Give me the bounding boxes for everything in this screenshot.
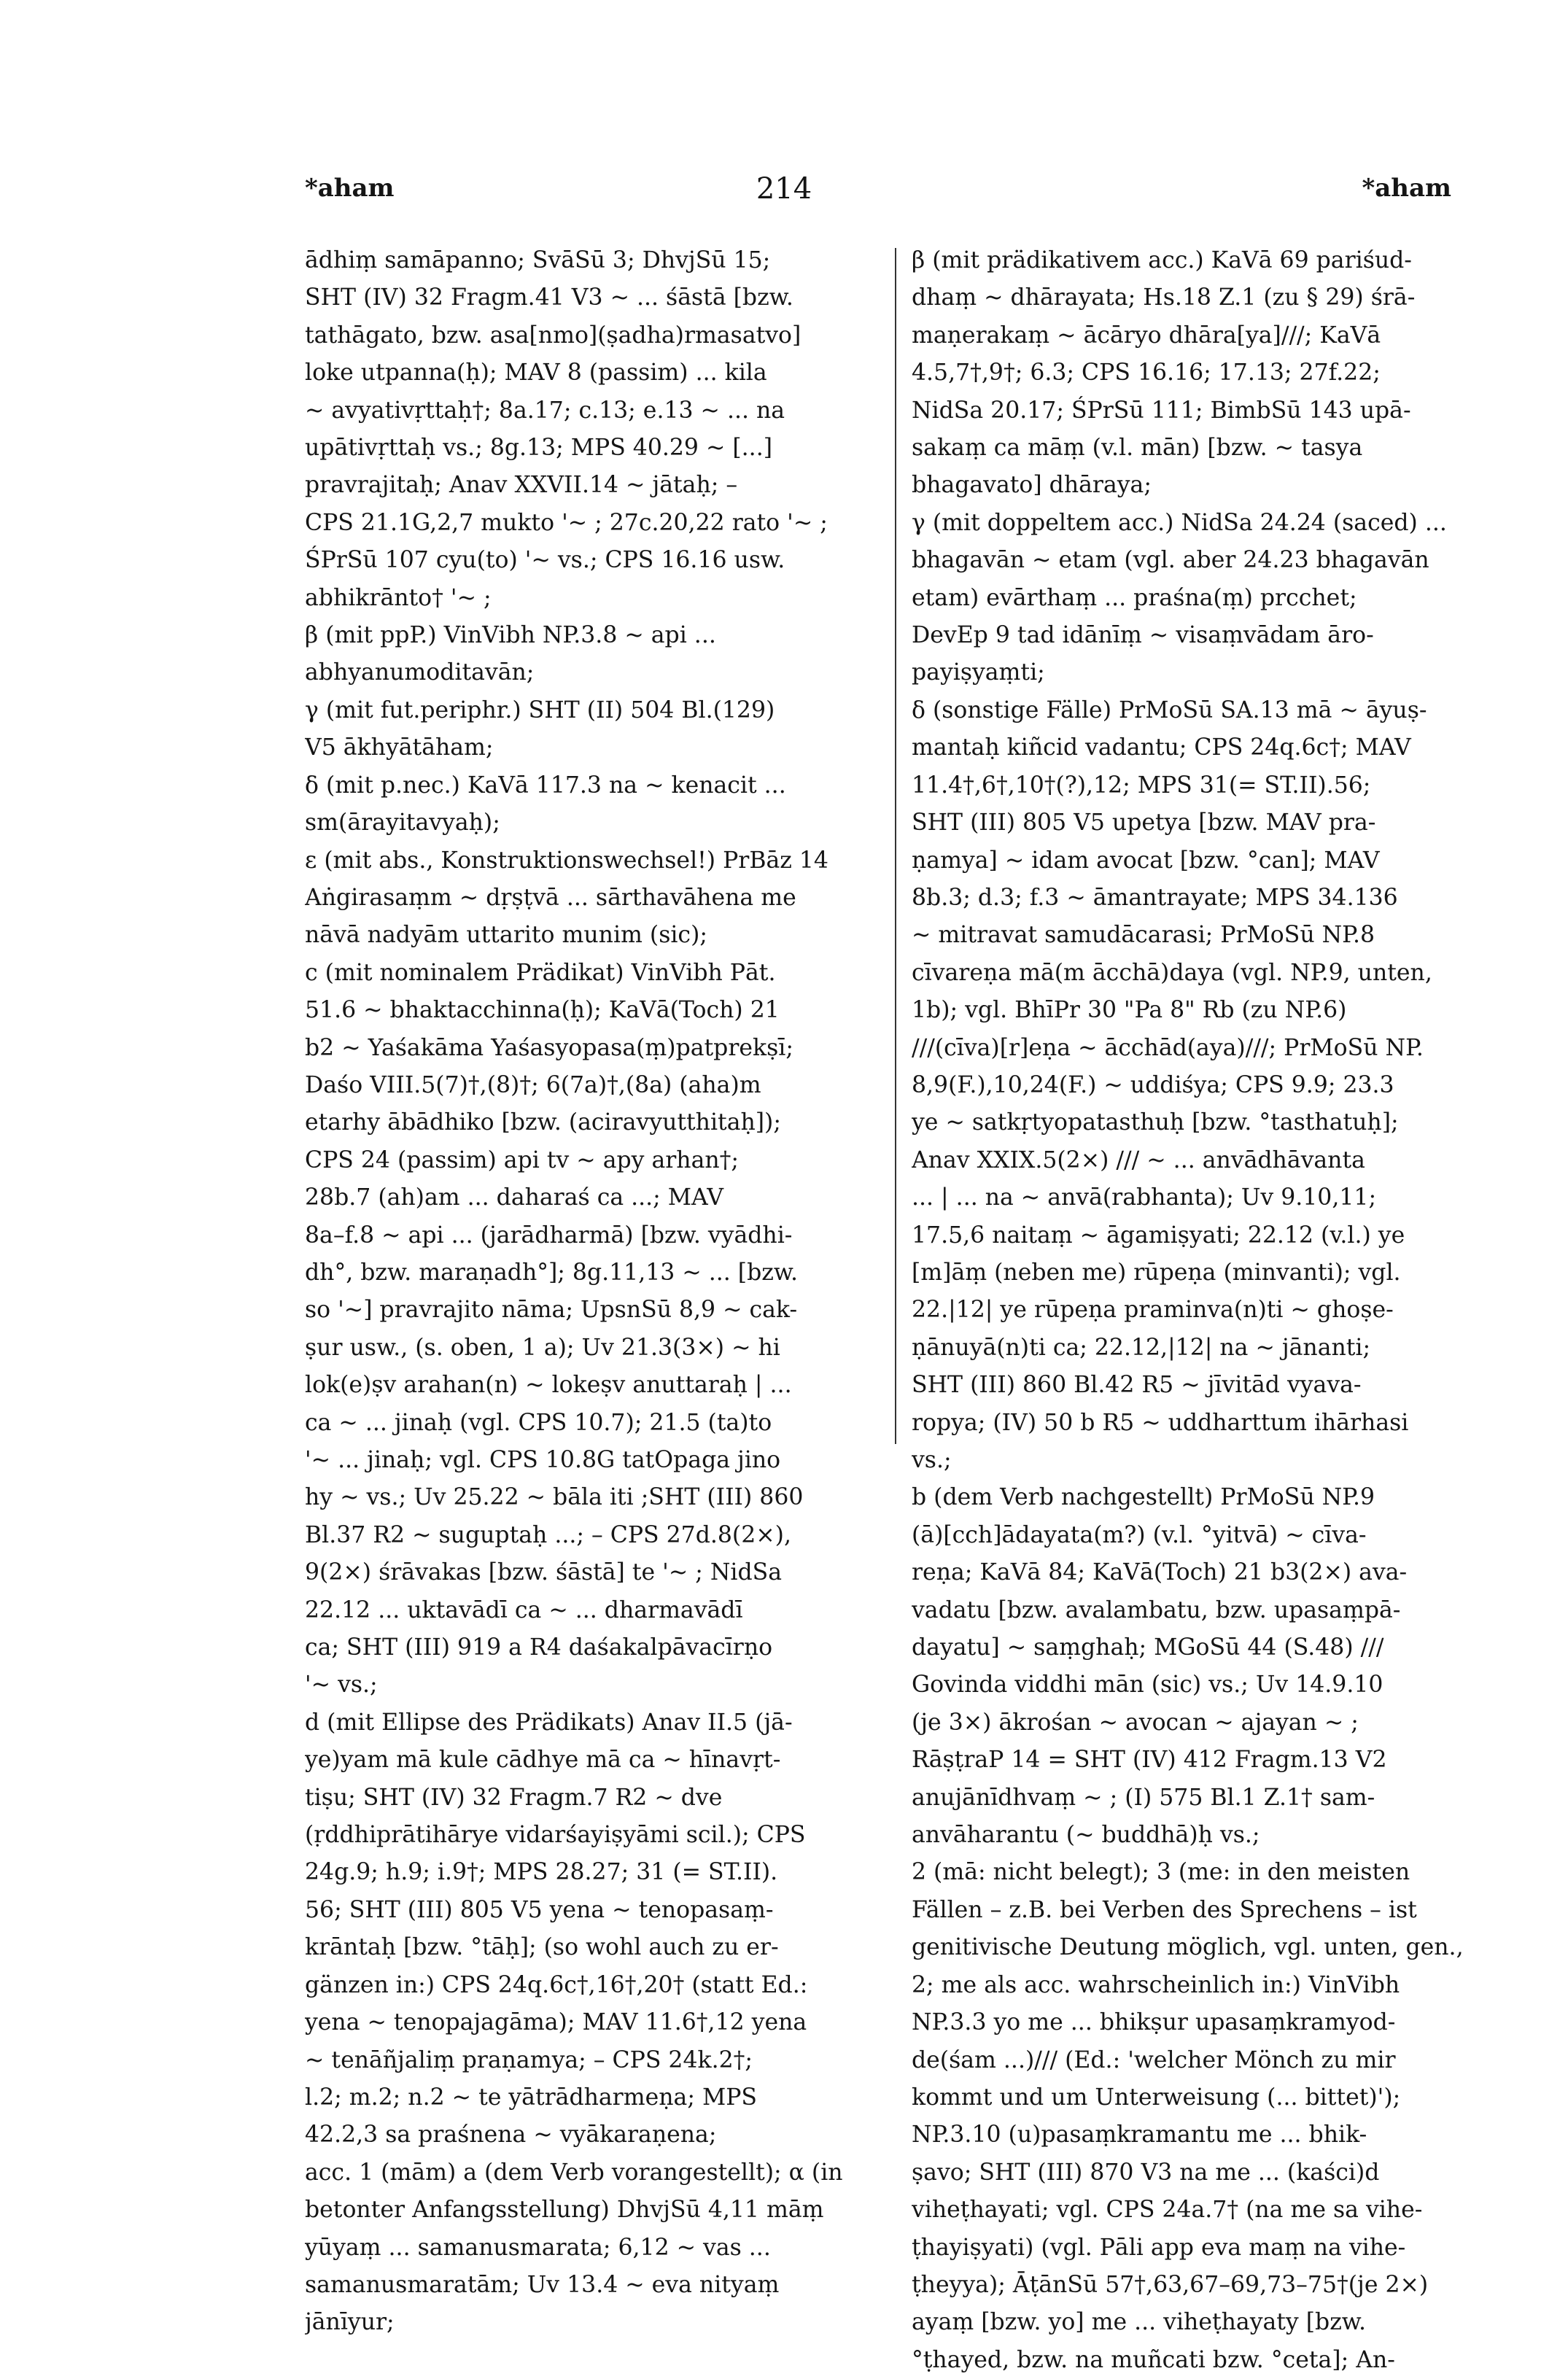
text-line: CPS 24 (passim) api tv ~ apy arhan†;	[305, 1146, 740, 1173]
running-head-left: *aham	[305, 174, 395, 203]
text-line: b (dem Verb nachgestellt) PrMoSū NP.9	[912, 1484, 1375, 1511]
text-line: dayatu] ~ saṃghaḥ; MGoSū 44 (S.48) ///	[912, 1634, 1384, 1661]
text-line: Anav XXIX.5(2×) /// ~ ... anvādhāvanta	[912, 1146, 1365, 1173]
text-line: 17.5,6 naitaṃ ~ āgamiṣyati; 22.12 (v.l.) ye	[912, 1222, 1405, 1249]
text-line: genitivische Deutung möglich, vgl. unten, gen.,	[912, 1934, 1464, 1961]
text-line: ŚPrSū 107 cyu(to) '~ vs.; CPS 16.16 usw.	[305, 547, 785, 574]
text-line: yūyaṃ ... samanusmarata; 6,12 ~ vas ...	[305, 2234, 771, 2261]
text-line: ṭhayiṣyati) (vgl. Pāli app eva maṃ na vihe-	[912, 2234, 1406, 2261]
text-line: acc. 1 (mām) a (dem Verb vorangestellt); α (in	[305, 2159, 843, 2186]
text-line: ... | ... na ~ anvā(rabhanta); Uv 9.10,11;	[912, 1184, 1377, 1211]
text-line: sakaṃ ca māṃ (v.l. mān) [bzw. ~ tasya	[912, 435, 1363, 462]
text-line: ca ~ ... jinaḥ (vgl. CPS 10.7); 21.5 (ta)to	[305, 1409, 772, 1436]
text-line: dh°, bzw. maraṇadh°]; 8g.11,13 ~ ... [bzw.	[305, 1259, 799, 1286]
text-line: 11.4†,6†,10†(?),12; MPS 31(= ST.II).56;	[912, 772, 1371, 799]
text-line: c (mit nominalem Prädikat) VinVibh Pāt.	[305, 959, 776, 986]
right-column	[912, 242, 1480, 2379]
text-line: ādhiṃ samāpanno; SvāSū 3; DhvjSū 15;	[305, 247, 771, 273]
text-line: β (mit prädikativem acc.) KaVā 69 pariśud-	[912, 247, 1412, 273]
text-line: nāvā nadyām uttarito munim (sic);	[305, 922, 707, 949]
text-line: mantaḥ kiñcid vadantu; CPS 24q.6c†; MAV	[912, 734, 1411, 761]
text-line: ///(cīva)[r]eṇa ~ ācchād(aya)///; PrMoSū NP.	[912, 1034, 1424, 1061]
text-line: yena ~ tenopajagāma); MAV 11.6†,12 yena	[305, 2009, 807, 2036]
page-number: 214	[756, 172, 812, 206]
text-line: 28b.7 (ah)am ... daharaś ca ...; MAV	[305, 1184, 723, 1211]
text-line: jānīyur;	[305, 2309, 395, 2336]
text-line: 24g.9; h.9; i.9†; MPS 28.27; 31 (= ST.II).	[305, 1859, 778, 1886]
text-line: 1b); vgl. BhīPr 30 "Pa 8" Rb (zu NP.6)	[912, 997, 1347, 1024]
text-line: ropya; (IV) 50 b R5 ~ uddharttum ihārhasi	[912, 1409, 1409, 1436]
text-line: ε (mit abs., Konstruktionswechsel!) PrBāz 14	[305, 847, 828, 874]
text-line: NidSa 20.17; ŚPrSū 111; BimbSū 143 upā-	[912, 397, 1411, 424]
text-line: sm(ārayitavyaḥ);	[305, 810, 500, 837]
text-line: vadatu [bzw. avalambatu, bzw. upasaṃpā-	[912, 1596, 1401, 1623]
text-line: γ (mit doppeltem acc.) NidSa 24.24 (saced) ...	[912, 509, 1447, 536]
text-line: hy ~ vs.; Uv 25.22 ~ bāla iti ;SHT (III) 860	[305, 1484, 804, 1511]
text-line: anvāharantu (~ buddhā)ḥ vs.;	[912, 1822, 1260, 1849]
text-line: abhyanumoditavān;	[305, 659, 535, 686]
text-line: ye)yam mā kule cādhye mā ca ~ hīnavṛt-	[305, 1747, 781, 1774]
text-line: (je 3×) ākrośan ~ avocan ~ ajayan ~ ;	[912, 1709, 1359, 1736]
text-line: dhaṃ ~ dhārayata; Hs.18 Z.1 (zu § 29) śrā-	[912, 284, 1416, 311]
text-line: 2 (mā: nicht belegt); 3 (me: in den meisten	[912, 1859, 1410, 1886]
text-line: etarhy ābādhiko [bzw. (aciravyutthitaḥ]);	[305, 1109, 781, 1136]
text-line: gänzen in:) CPS 24q.6c†,16†,20† (statt Ed.:	[305, 1971, 808, 1998]
text-line: SHT (IV) 32 Fragm.41 V3 ~ ... śāstā [bzw.	[305, 284, 793, 311]
text-line: kommt und um Unterweisung (... bittet)');	[912, 2084, 1401, 2111]
text-line: ayaṃ [bzw. yo] me ... viheṭhayaty [bzw.	[912, 2309, 1367, 2336]
text-line: β (mit ppP.) VinVibh NP.3.8 ~ api ...	[305, 622, 716, 649]
text-line: ~ avyativṛttaḥ†; 8a.17; c.13; e.13 ~ ... na	[305, 397, 785, 424]
text-line: loke utpanna(ḥ); MAV 8 (passim) ... kila	[305, 360, 767, 387]
text-line: 22.12 ... uktavādī ca ~ ... dharmavādī	[305, 1596, 743, 1623]
text-line: 8,9(F.),10,24(F.) ~ uddiśya; CPS 9.9; 23.3	[912, 1071, 1394, 1098]
text-line: vs.;	[912, 1447, 952, 1473]
text-line: SHT (III) 805 V5 upetya [bzw. MAV pra-	[912, 810, 1376, 837]
text-line: ~ mitravat samudācarasi; PrMoSū NP.8	[912, 922, 1375, 949]
text-line: (ṛddhiprātihārye vidarśayiṣyāmi scil.); CPS	[305, 1822, 806, 1849]
text-line: etam) evārthaṃ ... praśna(ṃ) prcchet;	[912, 584, 1357, 611]
left-column	[305, 242, 874, 2342]
text-line: lok(e)ṣv arahan(n) ~ lokeṣv anuttaraḥ | ...	[305, 1372, 792, 1399]
text-line: 9(2×) śrāvakas [bzw. śāstā] te '~ ; NidSa	[305, 1559, 783, 1586]
text-line: 4.5,7†,9†; 6.3; CPS 16.16; 17.13; 27f.22;	[912, 360, 1381, 387]
text-line: Govinda viddhi mān (sic) vs.; Uv 14.9.10	[912, 1672, 1383, 1699]
text-line: δ (mit p.nec.) KaVā 117.3 na ~ kenacit ...	[305, 772, 786, 799]
text-line: viheṭhayati; vgl. CPS 24a.7† (na me sa vihe-	[912, 2197, 1423, 2224]
text-line: Aṅgirasaṃm ~ dṛṣṭvā ... sārthavāhena me	[305, 884, 796, 911]
text-line: ṇānuyā(n)ti ca; 22.12,|12| na ~ jānanti;	[912, 1334, 1371, 1361]
text-line: 56; SHT (III) 805 V5 yena ~ tenopasaṃ-	[305, 1896, 774, 1923]
text-line: tathāgato, bzw. asa[nmo](ṣadha)rmasatvo]	[305, 322, 802, 349]
text-line: Daśo VIII.5(7)†,(8)†; 6(7a)†,(8a) (aha)m	[305, 1071, 761, 1098]
text-line: V5 ākhyātāham;	[305, 734, 494, 761]
text-line: 8b.3; d.3; f.3 ~ āmantrayate; MPS 34.136	[912, 884, 1398, 911]
text-line: °ṭhayed, bzw. na muñcati bzw. °ceta]; An-	[912, 2346, 1395, 2373]
text-line: payiṣyaṃti;	[912, 659, 1045, 686]
text-line: ṣavo; SHT (III) 870 V3 na me ... (kaści)d	[912, 2159, 1380, 2186]
text-line: samanusmaratām; Uv 13.4 ~ eva nityaṃ	[305, 2271, 780, 2298]
text-line: so '~] pravrajito nāma; UpsnSū 8,9 ~ cak-	[305, 1297, 798, 1324]
text-line: upātivṛttaḥ vs.; 8g.13; MPS 40.29 ~ [...]	[305, 435, 772, 462]
text-line: l.2; m.2; n.2 ~ te yātrādharmeṇa; MPS	[305, 2084, 757, 2111]
text-line: anujānīdhvaṃ ~ ; (I) 575 Bl.1 Z.1† sam-	[912, 1784, 1375, 1811]
text-line: DevEp 9 tad idānīṃ ~ visaṃvādam āro-	[912, 622, 1374, 649]
text-line: Fällen – z.B. bei Verben des Sprechens – ist	[912, 1896, 1417, 1923]
text-line: ca; SHT (III) 919 a R4 daśakalpāvacīrṇo	[305, 1634, 773, 1661]
text-line: CPS 21.1G,2,7 mukto '~ ; 27c.20,22 rato '~ ;	[305, 509, 828, 536]
text-line: maṇerakaṃ ~ ācāryo dhāra[ya]///; KaVā	[912, 322, 1381, 349]
text-line: 8a–f.8 ~ api ... (jarādharmā) [bzw. vyādhi-	[305, 1222, 793, 1249]
text-line: b2 ~ Yaśakāma Yaśasyopasa(ṃ)patprekṣī;	[305, 1034, 793, 1061]
text-line: ye ~ satkṛtyopatasthuḥ [bzw. °tasthatuḥ];	[912, 1109, 1399, 1136]
text-line: γ (mit fut.periphr.) SHT (II) 504 Bl.(129)	[305, 696, 775, 723]
text-line: ṣur usw., (s. oben, 1 a); Uv 21.3(3×) ~ hi	[305, 1334, 780, 1361]
column-divider	[895, 248, 896, 1444]
text-line: δ (sonstige Fälle) PrMoSū SA.13 mā ~ āyuṣ-	[912, 696, 1427, 723]
text-line: abhikrānto† '~ ;	[305, 584, 492, 611]
text-line: pravrajitaḥ; Anav XXVII.14 ~ jātaḥ; –	[305, 472, 738, 499]
text-line: d (mit Ellipse des Prädikats) Anav II.5 (jā-	[305, 1709, 793, 1736]
text-line: bhagavato] dhāraya;	[912, 472, 1152, 499]
text-line: 51.6 ~ bhaktacchinna(ḥ); KaVā(Toch) 21	[305, 997, 780, 1024]
text-line: bhagavān ~ etam (vgl. aber 24.23 bhagavān	[912, 547, 1429, 574]
text-line: 2; me als acc. wahrscheinlich in:) VinVibh	[912, 1971, 1400, 1998]
text-line: '~ vs.;	[305, 1672, 378, 1699]
text-line: (ā)[cch]ādayata(m?) (v.l. °yitvā) ~ cīva-	[912, 1521, 1367, 1548]
text-line: '~ ... jinaḥ; vgl. CPS 10.8G tatOpaga jino	[305, 1447, 781, 1473]
text-line: ~ tenāñjaliṃ praṇamya; – CPS 24k.2†;	[305, 2046, 753, 2073]
text-line: NP.3.10 (u)pasaṃkramantu me ... bhik-	[912, 2122, 1367, 2149]
text-line: cīvareṇa mā(m ācchā)daya (vgl. NP.9, unten,	[912, 959, 1432, 986]
text-line: betonter Anfangsstellung) DhvjSū 4,11 māṃ	[305, 2197, 824, 2224]
text-line: [m]āṃ (neben me) rūpeṇa (minvanti); vgl.	[912, 1259, 1401, 1286]
text-line: 22.|12| ye rūpeṇa praminva(n)ti ~ ghoṣe-	[912, 1297, 1394, 1324]
text-line: SHT (III) 860 Bl.42 R5 ~ jīvitād vyava-	[912, 1372, 1362, 1399]
text-line: NP.3.3 yo me ... bhikṣur upasaṃkramyod-	[912, 2009, 1396, 2036]
text-line: de(śam ...)/// (Ed.: 'welcher Mönch zu mir	[912, 2046, 1396, 2073]
text-line: ṇamya] ~ idam avocat [bzw. °can]; MAV	[912, 847, 1380, 874]
text-line: 42.2,3 sa praśnena ~ vyākaraṇena;	[305, 2122, 717, 2149]
text-line: tiṣu; SHT (IV) 32 Fragm.7 R2 ~ dve	[305, 1784, 723, 1811]
text-line: krāntaḥ [bzw. °tāḥ]; (so wohl auch zu er-	[305, 1934, 779, 1961]
text-line: Bl.37 R2 ~ suguptaḥ ...; – CPS 27d.8(2×),	[305, 1521, 791, 1548]
running-head-right: *aham	[1362, 174, 1451, 203]
text-line: RāṣṭraP 14 = SHT (IV) 412 Fragm.13 V2	[912, 1747, 1387, 1774]
text-line: reṇa; KaVā 84; KaVā(Toch) 21 b3(2×) ava-	[912, 1559, 1408, 1586]
text-line: ṭheyya); ĀṭānSū 57†,63,67–69,73–75†(je 2×)	[912, 2271, 1429, 2298]
